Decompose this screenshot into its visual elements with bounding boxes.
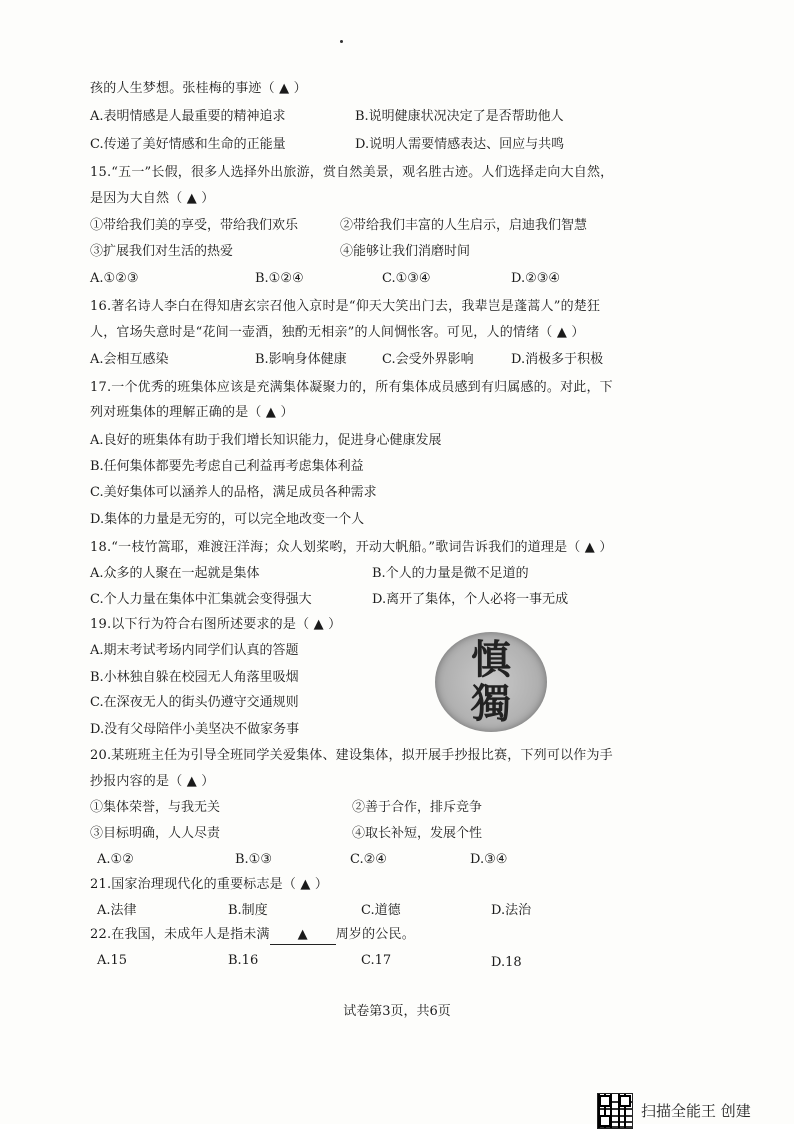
- q22-option-c: C.17: [361, 953, 392, 968]
- q14-stem-end: 孩的人生梦想。张桂梅的事迹（ ▲ ）: [90, 81, 307, 96]
- q18-option-c: C.个人力量在集体中汇集就会变得强大: [90, 592, 312, 607]
- q20-stem-1: 20.某班班主任为引导全班同学关爱集体、建设集体，拟开展手抄报比赛，下列可以作为手: [90, 748, 613, 763]
- q17-stem-1: 17.一个优秀的班集体应该是充满集体凝聚力的，所有集体成员感到有归属感的。对此，下: [90, 380, 613, 395]
- q17-option-d: D.集体的力量是无穷的，可以完全地改变一个人: [90, 512, 365, 527]
- q18-option-b: B.个人的力量是微不足道的: [372, 566, 529, 581]
- q20-option-d: D.③④: [470, 852, 508, 867]
- q20-statement-1: ①集体荣誉，与我无关: [90, 800, 221, 815]
- q22-blank-mark: ▲: [297, 927, 308, 942]
- q18-stem: 18.“一枝竹篙耶，难渡汪洋海；众人划桨哟，开动大帆船。”歌词告诉我们的道理是（ ▲ ）: [90, 540, 613, 555]
- q20-statement-2: ②善于合作，排斥竞争: [352, 800, 483, 815]
- q22-option-a: A.15: [97, 953, 128, 968]
- q15-stem-1: 15.“五一”长假，很多人选择外出旅游，赏自然美景，观名胜古迹。人们选择走向大自然，: [90, 165, 614, 180]
- q15-option-b: B.①②④: [255, 271, 304, 286]
- shendu-seal-image: [435, 632, 547, 732]
- q20-stem-2: 抄报内容的是（ ▲ ）: [90, 774, 215, 789]
- page-footer: 试卷第3页，共6页: [343, 1004, 451, 1019]
- q16-option-d: D.消极多于积极: [511, 352, 604, 367]
- q15-statement-1: ①带给我们美的享受，带给我们欢乐: [90, 218, 299, 233]
- q15-stem-2: 是因为大自然（ ▲ ）: [90, 191, 215, 206]
- q15-statement-3: ③扩展我们对生活的热爱: [90, 244, 234, 259]
- q14-option-b: B.说明健康状况决定了是否帮助他人: [355, 109, 564, 124]
- q15-option-d: D.②③④: [511, 271, 561, 286]
- q22-stem: [90, 926, 415, 945]
- q15-statement-4: ④能够让我们消磨时间: [340, 244, 471, 259]
- q16-option-a: A.会相互感染: [90, 352, 169, 367]
- q22-option-d: D.18: [491, 955, 522, 970]
- q22-answer-blank: [270, 926, 336, 945]
- q19-option-a: A.期末考试考场内同学们认真的答题: [90, 643, 299, 658]
- scanner-watermark: 扫描全能王 创建: [641, 1102, 751, 1120]
- q20-option-c: C.②④: [350, 852, 387, 867]
- q16-option-b: B.影响身体健康: [255, 352, 347, 367]
- q17-option-c: C.美好集体可以涵养人的品格，满足成员各种需求: [90, 485, 377, 500]
- q14-option-c: C.传递了美好情感和生命的正能量: [90, 137, 286, 152]
- q21-option-c: C.道德: [361, 903, 401, 918]
- q18-option-a: A.众多的人聚在一起就是集体: [90, 566, 260, 581]
- q22-stem-start: 22.在我国，未成年人是指未满: [90, 927, 270, 942]
- seal-char-2: 獨: [471, 680, 511, 727]
- q19-option-c: C.在深夜无人的街头仍遵守交通规则: [90, 695, 299, 710]
- q20-statement-3: ③目标明确，人人尽责: [90, 826, 221, 841]
- q18-option-d: D.离开了集体，个人必将一事无成: [372, 592, 569, 607]
- q19-stem: 19.以下行为符合右图所述要求的是（ ▲ ）: [90, 617, 342, 632]
- q22-option-b: B.16: [228, 953, 259, 968]
- q15-option-c: C.①③④: [382, 271, 431, 286]
- scan-speck: [340, 40, 343, 43]
- q20-option-b: B.①③: [235, 852, 272, 867]
- q21-stem: 21.国家治理现代化的重要标志是（ ▲ ）: [90, 877, 329, 892]
- q19-option-b: B.小林独自躲在校园无人角落里吸烟: [90, 670, 299, 685]
- q16-option-c: C.会受外界影响: [382, 352, 474, 367]
- seal-char-1: 慎: [471, 636, 511, 683]
- q20-option-a: A.①②: [97, 852, 134, 867]
- q19-option-d: D.没有父母陪伴小美坚决不做家务事: [90, 722, 300, 737]
- q21-option-a: A.法律: [97, 903, 137, 918]
- q15-statement-2: ②带给我们丰富的人生启示，启迪我们智慧: [340, 218, 588, 233]
- q15-option-a: A.①②③: [90, 271, 139, 286]
- q17-stem-2: 列对班集体的理解正确的是（ ▲ ）: [90, 405, 294, 420]
- q17-option-b: B.任何集体都要先考虑自己利益再考虑集体利益: [90, 459, 364, 474]
- q22-stem-end: 周岁的公民。: [335, 927, 415, 942]
- q16-stem-1: 16.著名诗人李白在得知唐玄宗召他入京时是“仰天大笑出门去，我辈岂是蓬蒿人”的楚狂: [90, 299, 601, 314]
- q16-stem-2: 人，官场失意时是“花间一壶酒，独酌无相亲”的人间惆怅客。可见，人的情绪（ ▲ ）: [90, 325, 585, 340]
- q21-option-b: B.制度: [228, 903, 268, 918]
- q14-option-a: A.表明情感是人最重要的精神追求: [90, 109, 286, 124]
- q14-option-d: D.说明人需要情感表达、回应与共鸣: [355, 137, 565, 152]
- q21-option-d: D.法治: [491, 903, 532, 918]
- q17-option-a: A.良好的班集体有助于我们增长知识能力，促进身心健康发展: [90, 433, 442, 448]
- q20-statement-4: ④取长补短，发展个性: [352, 826, 483, 841]
